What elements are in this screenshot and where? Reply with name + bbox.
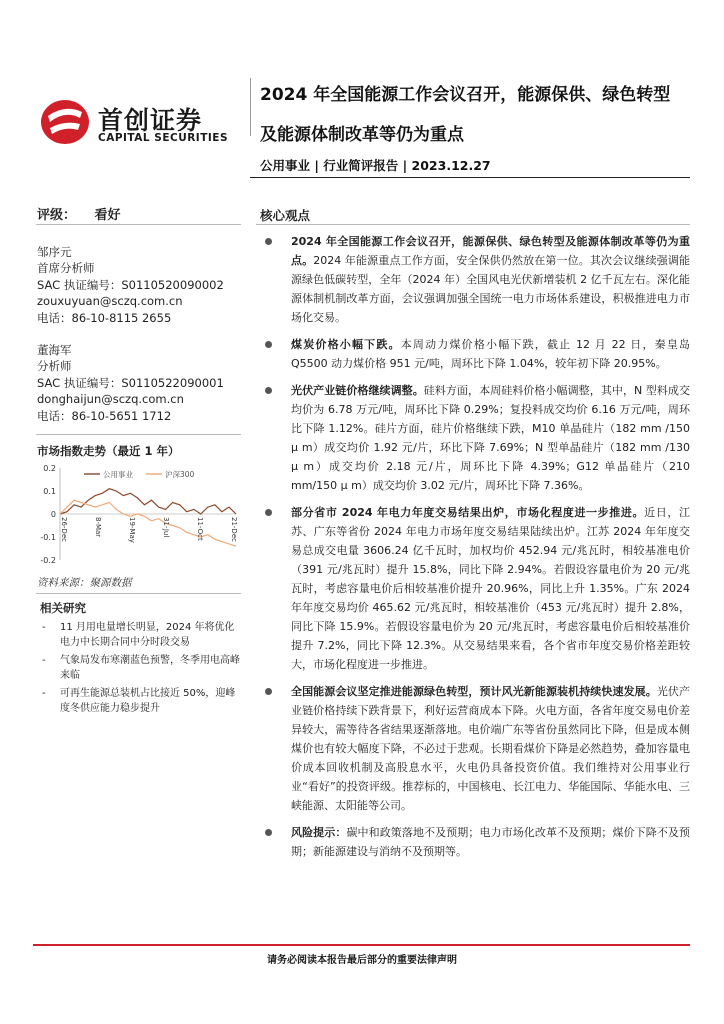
analyst-card (37, 342, 224, 424)
market-index-chart (36, 460, 241, 570)
analyst-phone: 电话：86-10-5651 1712 (37, 408, 172, 423)
report-title-line2: 及能源体制改革等仍为重点 (260, 125, 464, 145)
y-tick-label: -0.2 (40, 556, 56, 565)
bullet-lead: 全国能源会议坚定推进能源绿色转型，预计风光新能源装机持续快速发展。 (291, 685, 657, 698)
rating-label: 评级： (37, 208, 77, 223)
bullet-icon (265, 238, 272, 245)
sidebar-divider (36, 593, 241, 594)
bullet-body: 硅料方面，本周硅料价格小幅调整，其中，N 型料成交均价为 6.78 万元/吨，周环比下降 0.29%；复投料成交均价 6.16 万元/吨，周环比下降 1.12%。硅片方面，硅片价格继续下跌，M10 单晶硅片（182 mm /150 μ m）成交均价 1.92 元/片，环比下降 7.69%；N 型单晶硅片（182 mm /130 μ m）成交均价 2.18 元/片，周环比下降 4.39%；G12 单晶硅片（210 mm/150 μ m）成交均价 3.02 元/片，周环比下降 7.36%。 (291, 384, 691, 492)
footer-rule (33, 944, 690, 946)
bullet-lead: 光伏产业链价格继续调整。 (291, 384, 424, 397)
rating (37, 204, 121, 223)
chart-source: 资料来源：聚源数据 (37, 577, 132, 589)
related-research-item[interactable]: - 可再生能源总装机占比接近 50%，迎峰度冬供应能力稳步提升 (40, 686, 240, 716)
related-research-list (40, 620, 240, 719)
y-tick-label: -0.1 (40, 533, 56, 542)
x-tick-label: 8-Mar (94, 517, 102, 538)
sidebar-divider (36, 224, 241, 225)
list-item (265, 335, 690, 373)
report-subtitle: 公用事业 | 行业简评报告 | 2023.12.27 (260, 158, 491, 173)
chart-title: 市场指数走势（最近 1 年） (37, 444, 180, 458)
header-divider (250, 78, 251, 136)
core-view-rule (256, 224, 690, 225)
list-item (265, 823, 690, 861)
analyst-name: 邹序元 (37, 245, 72, 259)
list-item (265, 682, 690, 815)
x-tick-label: 11-Oct (196, 517, 204, 541)
y-tick-label: 0 (50, 510, 56, 519)
series-line (60, 489, 236, 514)
x-tick-label: 31-Jul (162, 517, 170, 538)
x-tick-label: 26-Dec (60, 517, 68, 542)
report-title-line1: 2024 年全国能源工作会议召开，能源保供、绿色转型 (260, 85, 671, 105)
bullet-icon (265, 688, 272, 695)
bullet-body: 光伏产业链价格持续下跌背景下，利好运营商成本下降。火电方面，各省年度交易电价差异较大，需等待各省结果逐渐落地。电价端广东等省份虽然同比下降，但是成本侧煤价也有较大幅度下降，不必过于悲观。长期看煤价下降是必然趋势，叠加容量电价成本回收机制及高股息水平，火电仍具备投资价值。我们维持对公用事业行业“看好”的投资评级。推荐标的，中国核电、长江电力、华能国际、华能水电、三峡能源、太阳能等公司。 (291, 685, 690, 812)
bullet-icon (265, 387, 272, 394)
capital-securities-logo-icon (40, 98, 90, 146)
bullet-icon (265, 341, 272, 348)
core-view-title: 核心观点 (260, 208, 311, 223)
bullet-icon (265, 509, 272, 516)
legend-label: 公用事业 (103, 470, 133, 479)
analyst-license: SAC 执证编号：S0110520090002 (37, 277, 224, 292)
bullet-icon (265, 829, 272, 836)
brand-name-cn: 首创证券 (98, 106, 203, 135)
analyst-title: 分析师 (37, 359, 72, 374)
analyst-email[interactable]: zouxuyuan@sczq.com.cn (37, 294, 183, 309)
analyst-email[interactable]: donghaijun@sczq.com.cn (37, 392, 184, 407)
list-item (265, 232, 690, 327)
rating-value: 看好 (94, 208, 121, 223)
analyst-license: SAC 执证编号：S0110522090001 (37, 375, 224, 390)
y-tick-label: 0.2 (43, 464, 56, 473)
brand-logo (40, 98, 240, 148)
core-view-list (265, 232, 690, 869)
related-research-title: 相关研究 (40, 601, 86, 615)
legal-disclaimer: 请务必阅读本报告最后部分的重要法律声明 (267, 955, 457, 966)
bullet-body: 近日，江苏、广东等省份 2024 年电力市场年度交易结果陆续出炉。江苏 2024 年年度交易总成交电量 3606.24 亿千瓦时，加权均价 452.94 元/兆瓦时，相较基准电价（391 元/兆瓦时）提升 15.8%，同比下降 2.94%。若假设容量电价为 20 元/兆瓦时，考虑容量电价后相较基准价提升 20.96%，同比上升 1.35%。广东 2024 年年度交易均价 465.62 元/兆瓦时，相较基准价（453 元/兆瓦时）提升 2.8%，同比下降 15.9%。若假设容量电价为 20 元/兆瓦时，考虑容量电价后相较基准价提升 7.2%，同比下降 12.3%。从交易结果来看，各个省市年度交易价格差距较大，市场化程度进一步推进。 (291, 506, 691, 671)
x-tick-label: 19-May (128, 517, 136, 543)
x-tick-label: 21-Dec (230, 517, 238, 542)
brand-name-en: CAPITAL SECURITIES (98, 132, 229, 144)
bullet-lead: 2024 年全国能源工作会议召开，能源保供、绿色转型及能源体制改革等仍为重点。 (291, 235, 690, 267)
bullet-lead: 风险提示： (291, 826, 347, 839)
bullet-lead: 部分省市 2024 年电力年度交易结果出炉，市场化程度进一步推进。 (291, 506, 645, 519)
legend-label: 沪深300 (165, 470, 195, 479)
analyst-card (37, 244, 224, 326)
bullet-body: 2024 年能源重点工作方面，安全保供仍然放在第一位。其次会议继续强调能源绿色低碳转型，全年（2024 年）全国风电光伏新增装机 2 亿千瓦左右。深化能源体制机制改革方面，会议强调加强全国统一电力市场体系建设，积极推进电力市场化交易。 (291, 254, 690, 324)
related-research-item[interactable]: - 气象局发布寒潮蓝色预警，冬季用电高峰来临 (40, 653, 240, 683)
analyst-name: 董海军 (37, 343, 72, 357)
header-rule (250, 177, 690, 178)
sidebar-divider (36, 434, 241, 435)
bullet-body: 碳中和政策落地不及预期；电力市场化改革不及预期；煤价下降不及预期；新能源建设与消纳不及预期等。 (291, 826, 691, 858)
bullet-body: 本周动力煤价格小幅下跌，截止 12 月 22 日，秦皇岛 Q5500 动力煤价格 951 元/吨，周环比下降 1.04%，较年初下降 20.95%。 (291, 338, 691, 370)
list-item (265, 381, 690, 495)
related-research-item[interactable]: - 11 月用电量增长明显，2024 年将优化电力中长期合同中分时段交易 (40, 620, 240, 650)
analyst-phone: 电话：86-10-8115 2655 (37, 310, 172, 325)
list-item (265, 503, 690, 674)
y-tick-label: 0.1 (43, 487, 56, 496)
analyst-title: 首席分析师 (37, 261, 95, 276)
bullet-lead: 煤炭价格小幅下跌。 (291, 338, 401, 351)
